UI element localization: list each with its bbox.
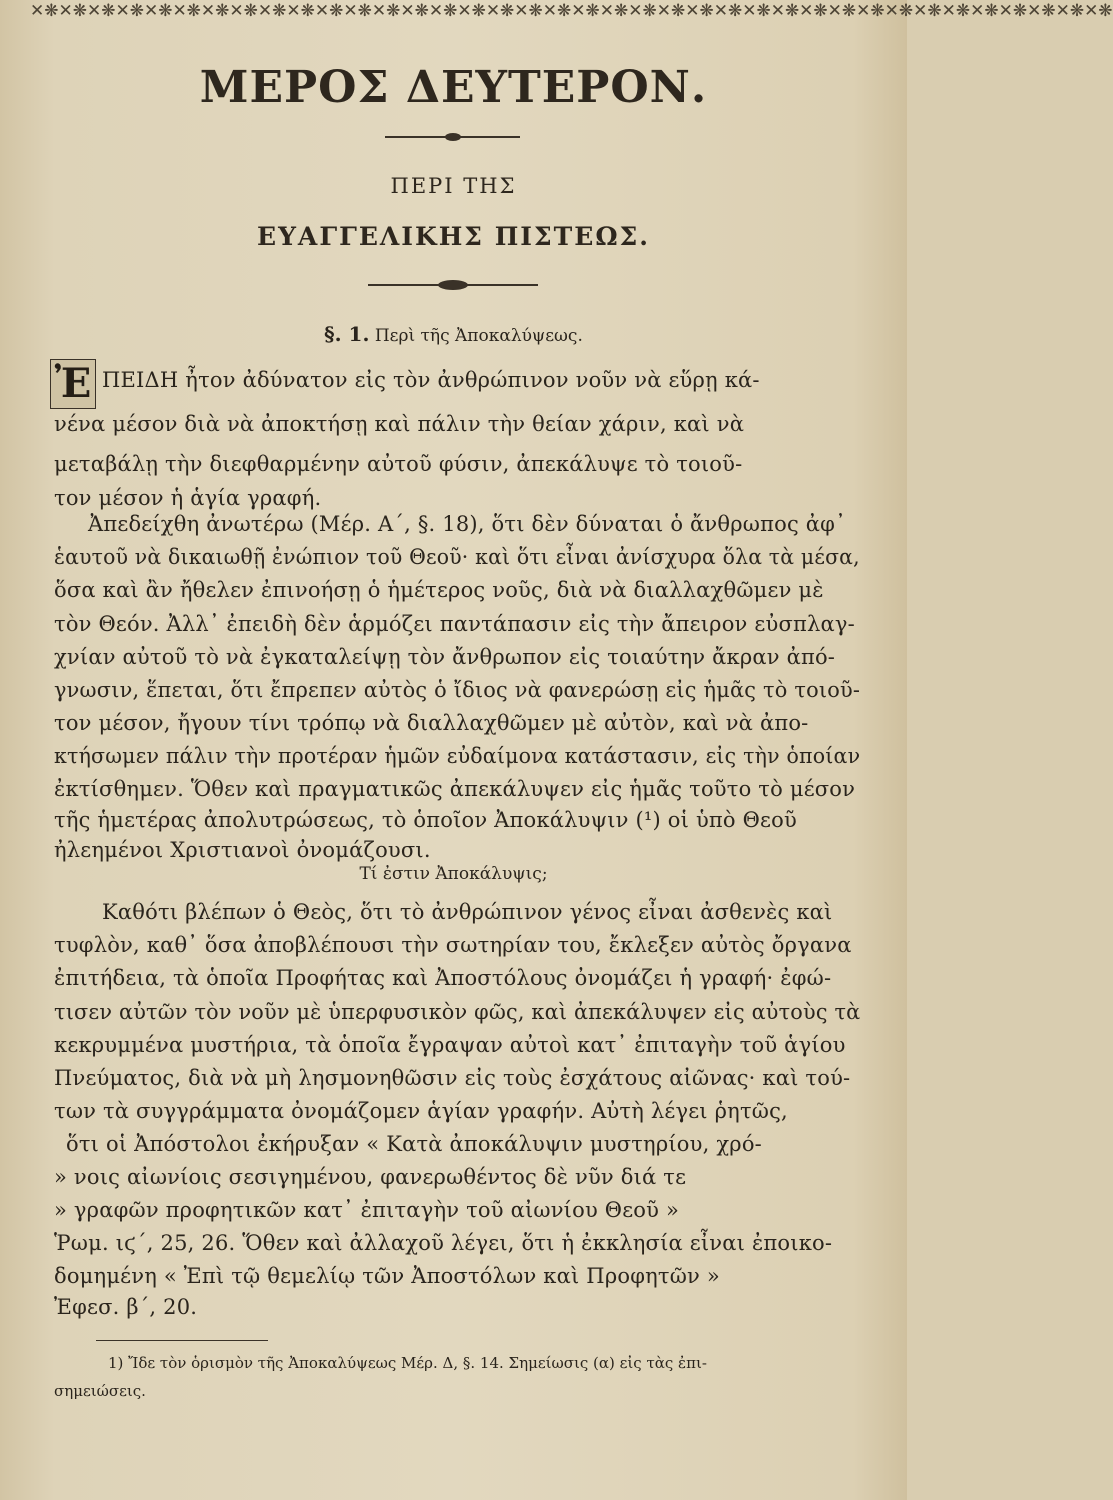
text-line: Καθότι βλέπων ὁ Θεὸς, ὅτι τὸ ἀνθρώπινον γένος εἶναι ἀσθενὲς καὶ [102, 900, 833, 924]
section-number: §. 1. [324, 322, 370, 346]
text-line: κτήσωμεν πάλιν τὴν προτέραν ἡμῶν εὐδαίμονα κατάστασιν, εἰς τὴν ὁποίαν [54, 744, 861, 768]
section-heading [0, 322, 907, 346]
text-line: ἠλεημένοι Χριστιανοὶ ὀνομάζουσι. [54, 838, 431, 862]
text-line: » νοις αἰωνίοις σεσιγημένου, φανερωθέντος δὲ νῦν διά τε [54, 1165, 687, 1189]
page-title: ΜΕΡΟΣ ΔΕΥΤΕΡΟΝ. [199, 62, 708, 113]
text-line: ἐπιτήδεια, τὰ ὁποῖα Προφήτας καὶ Ἀποστόλους ὀνομάζει ἡ γραφή· ἐφώ- [54, 966, 832, 990]
text-line: των τὰ συγγράμματα ὀνομάζομεν ἁγίαν γραφήν. Αὐτὴ λέγει ῥητῶς, [54, 1099, 788, 1123]
text-line: τὸν Θεόν. Ἀλλ᾽ ἐπειδὴ δὲν ἁρμόζει παντάπασιν εἰς τὴν ἄπειρον εὐσπλαγ- [54, 612, 855, 636]
text-line: τυφλὸν, καθ᾽ ὅσα ἀποβλέπουσι τὴν σωτηρίαν του, ἔκλεξεν αὐτὸς ὄργανα [54, 933, 852, 957]
text-line: ΠΕΙΔΗ ἦτον ἀδύνατον εἰς τὸν ἀνθρώπινον νοῦν νὰ εὕρῃ κά- [102, 368, 760, 392]
text-line: Πνεύματος, διὰ νὰ μὴ λησμονηθῶσιν εἰς τοὺς ἐσχάτους αἰῶνας· καὶ τού- [54, 1066, 851, 1090]
divider-ornament [445, 133, 461, 141]
footnote-line: σημειώσεις. [54, 1382, 146, 1400]
subtitle-line-2: ΕΥΑΓΓΕΛΙΚΗΣ ΠΙΣΤΕΩΣ. [257, 222, 650, 251]
text-line: Ῥωμ. ιϛ΄, 25, 26. Ὅθεν καὶ ἀλλαχοῦ λέγει, ὅτι ἡ ἐκκλησία εἶναι ἐποικο- [54, 1231, 833, 1255]
text-line: Ἀπεδείχθη ἀνωτέρω (Μέρ. Α΄, §. 18), ὅτι δὲν δύναται ὁ ἄνθρωπος ἀφ᾽ [88, 512, 846, 536]
text-line: ὅτι οἱ Ἀπόστολοι ἐκήρυξαν « Κατὰ ἀποκάλυψιν μυστηρίου, χρό- [66, 1132, 762, 1156]
text-line: κεκρυμμένα μυστήρια, τὰ ὁποῖα ἔγραψαν αὐτοὶ κατ᾽ ἐπιταγὴν τοῦ ἁγίου [54, 1033, 846, 1057]
text-line: ἐκτίσθημεν. Ὅθεν καὶ πραγματικῶς ἀπεκάλυψεν εἰς ἡμᾶς τοῦτο τὸ μέσον [54, 777, 856, 801]
section-title: Περὶ τῆς Ἀποκαλύψεως. [374, 326, 583, 346]
footnote-divider [96, 1340, 268, 1341]
text-line: ὅσα καὶ ἂν ἤθελεν ἐπινοήσῃ ὁ ἡμέτερος νοῦς, διὰ νὰ διαλλαχθῶμεν μὲ [54, 578, 824, 602]
text-line: δομημένη « Ἐπὶ τῷ θεμελίῳ τῶν Ἀποστόλων καὶ Προφητῶν » [54, 1264, 720, 1288]
text-line: τισεν αὐτῶν τὸν νοῦν μὲ ὑπερφυσικὸν φῶς, καὶ ἀπεκάλυψεν εἰς αὐτοὺς τὰ [54, 1000, 861, 1024]
text-line: μεταβάλῃ τὴν διεφθαρμένην αὐτοῦ φύσιν, ἀπεκάλυψε τὸ τοιοῦ- [54, 452, 743, 476]
drop-cap: Ἐ [50, 359, 96, 409]
divider-ornament [438, 280, 468, 290]
text-line: Ἐφεσ. β΄, 20. [54, 1295, 198, 1319]
ornamental-border: ✕❋✕❋✕❋✕❋✕❋✕❋✕❋✕❋✕❋✕❋✕❋✕❋✕❋✕❋✕❋✕❋✕❋✕❋✕❋✕❋✕❋✕❋✕❋✕❋✕❋✕❋✕❋✕❋✕❋✕❋✕❋✕❋✕❋✕❋✕❋✕❋✕❋✕❋ [30, 1, 1113, 21]
footnote-line: 1) Ἴδε τὸν ὁρισμὸν τῆς Ἀποκαλύψεως Μέρ. Δ, §. 14. Σημείωσις (α) εἰς τὰς ἐπι- [108, 1354, 707, 1372]
text-line: » γραφῶν προφητικῶν κατ᾽ ἐπιταγὴν τοῦ αἰωνίου Θεοῦ » [54, 1198, 680, 1222]
text-line: τῆς ἡμετέρας ἀπολυτρώσεως, τὸ ὁποῖον Ἀποκάλυψιν (¹) οἱ ὑπὸ Θεοῦ [54, 808, 797, 832]
question-heading: Τί ἐστιν Ἀποκάλυψις; [359, 864, 548, 884]
text-line: τον μέσον ἡ ἁγία γραφή. [54, 486, 322, 510]
text-line: νένα μέσον διὰ νὰ ἀποκτήσῃ καὶ πάλιν τὴν θείαν χάριν, καὶ νὰ [54, 412, 745, 436]
text-line: τον μέσον, ἤγουν τίνι τρόπῳ νὰ διαλλαχθῶμεν μὲ αὐτὸν, καὶ νὰ ἀπο- [54, 711, 809, 735]
text-line: γνωσιν, ἕπεται, ὅτι ἔπρεπεν αὐτὸς ὁ ἴδιος νὰ φανερώσῃ εἰς ἡμᾶς τὸ τοιοῦ- [54, 678, 861, 702]
text-line: χνίαν αὐτοῦ τὸ νὰ ἐγκαταλείψῃ τὸν ἄνθρωπον εἰς τοιαύτην ἄκραν ἀπό- [54, 645, 836, 669]
subtitle-line-1: ΠΕΡΙ ΤΗΣ [390, 174, 517, 198]
text-line: ἑαυτοῦ νὰ δικαιωθῇ ἐνώπιον τοῦ Θεοῦ· καὶ ὅτι εἶναι ἀνίσχυρα ὅλα τὰ μέσα, [54, 545, 860, 569]
